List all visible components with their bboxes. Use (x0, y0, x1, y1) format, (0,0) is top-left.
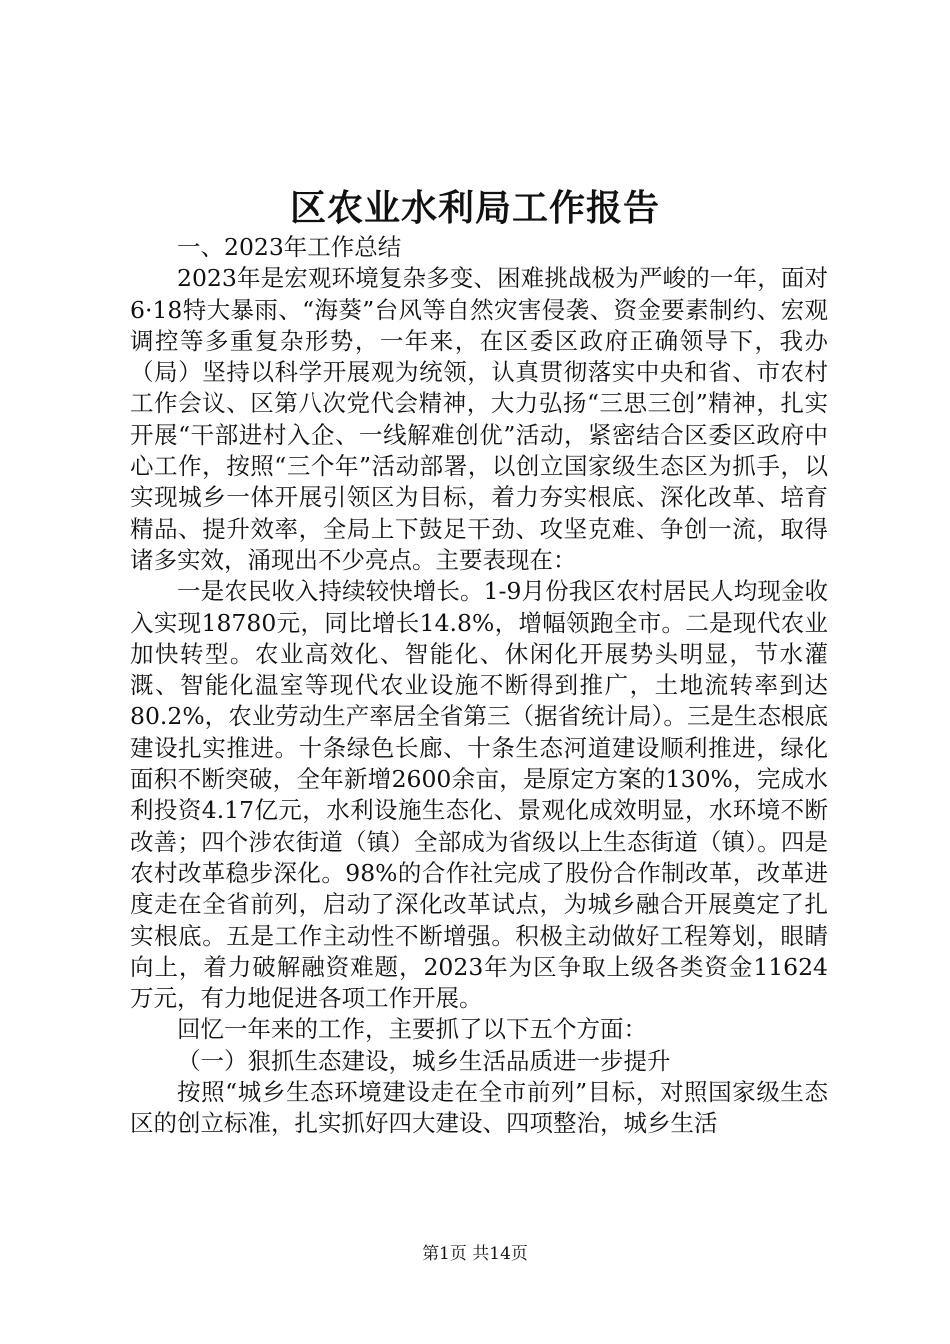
section-heading: 一、2023年工作总结 (177, 233, 402, 261)
paragraph-review: 回忆一年来的工作，主要抓了以下五个方面： (177, 1015, 647, 1044)
paragraph-highlights: 一是农民收入持续较快增长。1-9月份我区农村居民人均现金收入实现18780元，同比增长14.8%，增幅领跑全市。二是现代农业加快转型。农业高效化、智能化、休闲化开展势头明显，节水灌溉、智能化温室等现代农业设施不断得到推广，土地流转率到达80.2%，农业劳动生产率居全省第三（据省统计局）。三是生态根底建设扎实推进。十条绿色长廊、十条生态河道建设顺利推进，绿化面积不断突破，全年新增2600余亩，是原定方案的130%，完成水利投资4.17亿元，水利设施生态化、景观化成效明显，水环境不断改善；四个涉农街道（镇）全部成为省级以上生态街道（镇）。四是农村改革稳步深化。98%的合作社完成了股份合作制改革，改革进度走在全省前列，启动了深化改革试点，为城乡融合开展奠定了扎实根底。五是工作主动性不断增强。积极主动做好工程筹划，眼睛向上，着力破解融资难题，2023年为区争取上级各类资金11624万元，有力地促进各项工作开展。 (130, 577, 828, 1013)
paragraph-ecology: 按照“城乡生态环境建设走在全市前列”目标，对照国家级生态区的创立标准，扎实抓好四大建设、四项整治，城乡生活 (130, 1078, 828, 1138)
subsection-heading: （一）狠抓生态建设，城乡生活品质进一步提升 (177, 1046, 671, 1075)
document-title: 区农业水利局工作报告 (289, 187, 660, 229)
document-body (130, 232, 828, 1140)
paragraph-summary: 2023年是宏观环境复杂多变、困难挑战极为严峻的一年，面对6·18特大暴雨、“海葵”台风等自然灾害侵袭、资金要素制约、宏观调控等多重复杂形势，一年来，在区委区政府正确领导下，我办（局）坚持以科学开展观为统领，认真贯彻落实中央和省、市农村工作会议、区第八次党代会精神，大力弘扬“三思三创”精神，扎实开展“干部进村入企、一线解难创优”活动，紧密结合区委区政府中心工作，按照“三个年”活动部署，以创立国家级生态区为抓手，以实现城乡一体开展引领区为目标，着力夯实根底、深化改革、培育精品、提升效率，全局上下鼓足干劲、攻坚克难、争创一流，取得诸多实效，涌现出不少亮点。主要表现在： (130, 264, 828, 574)
page-number-footer: 第1页 共14页 (422, 1244, 528, 1264)
